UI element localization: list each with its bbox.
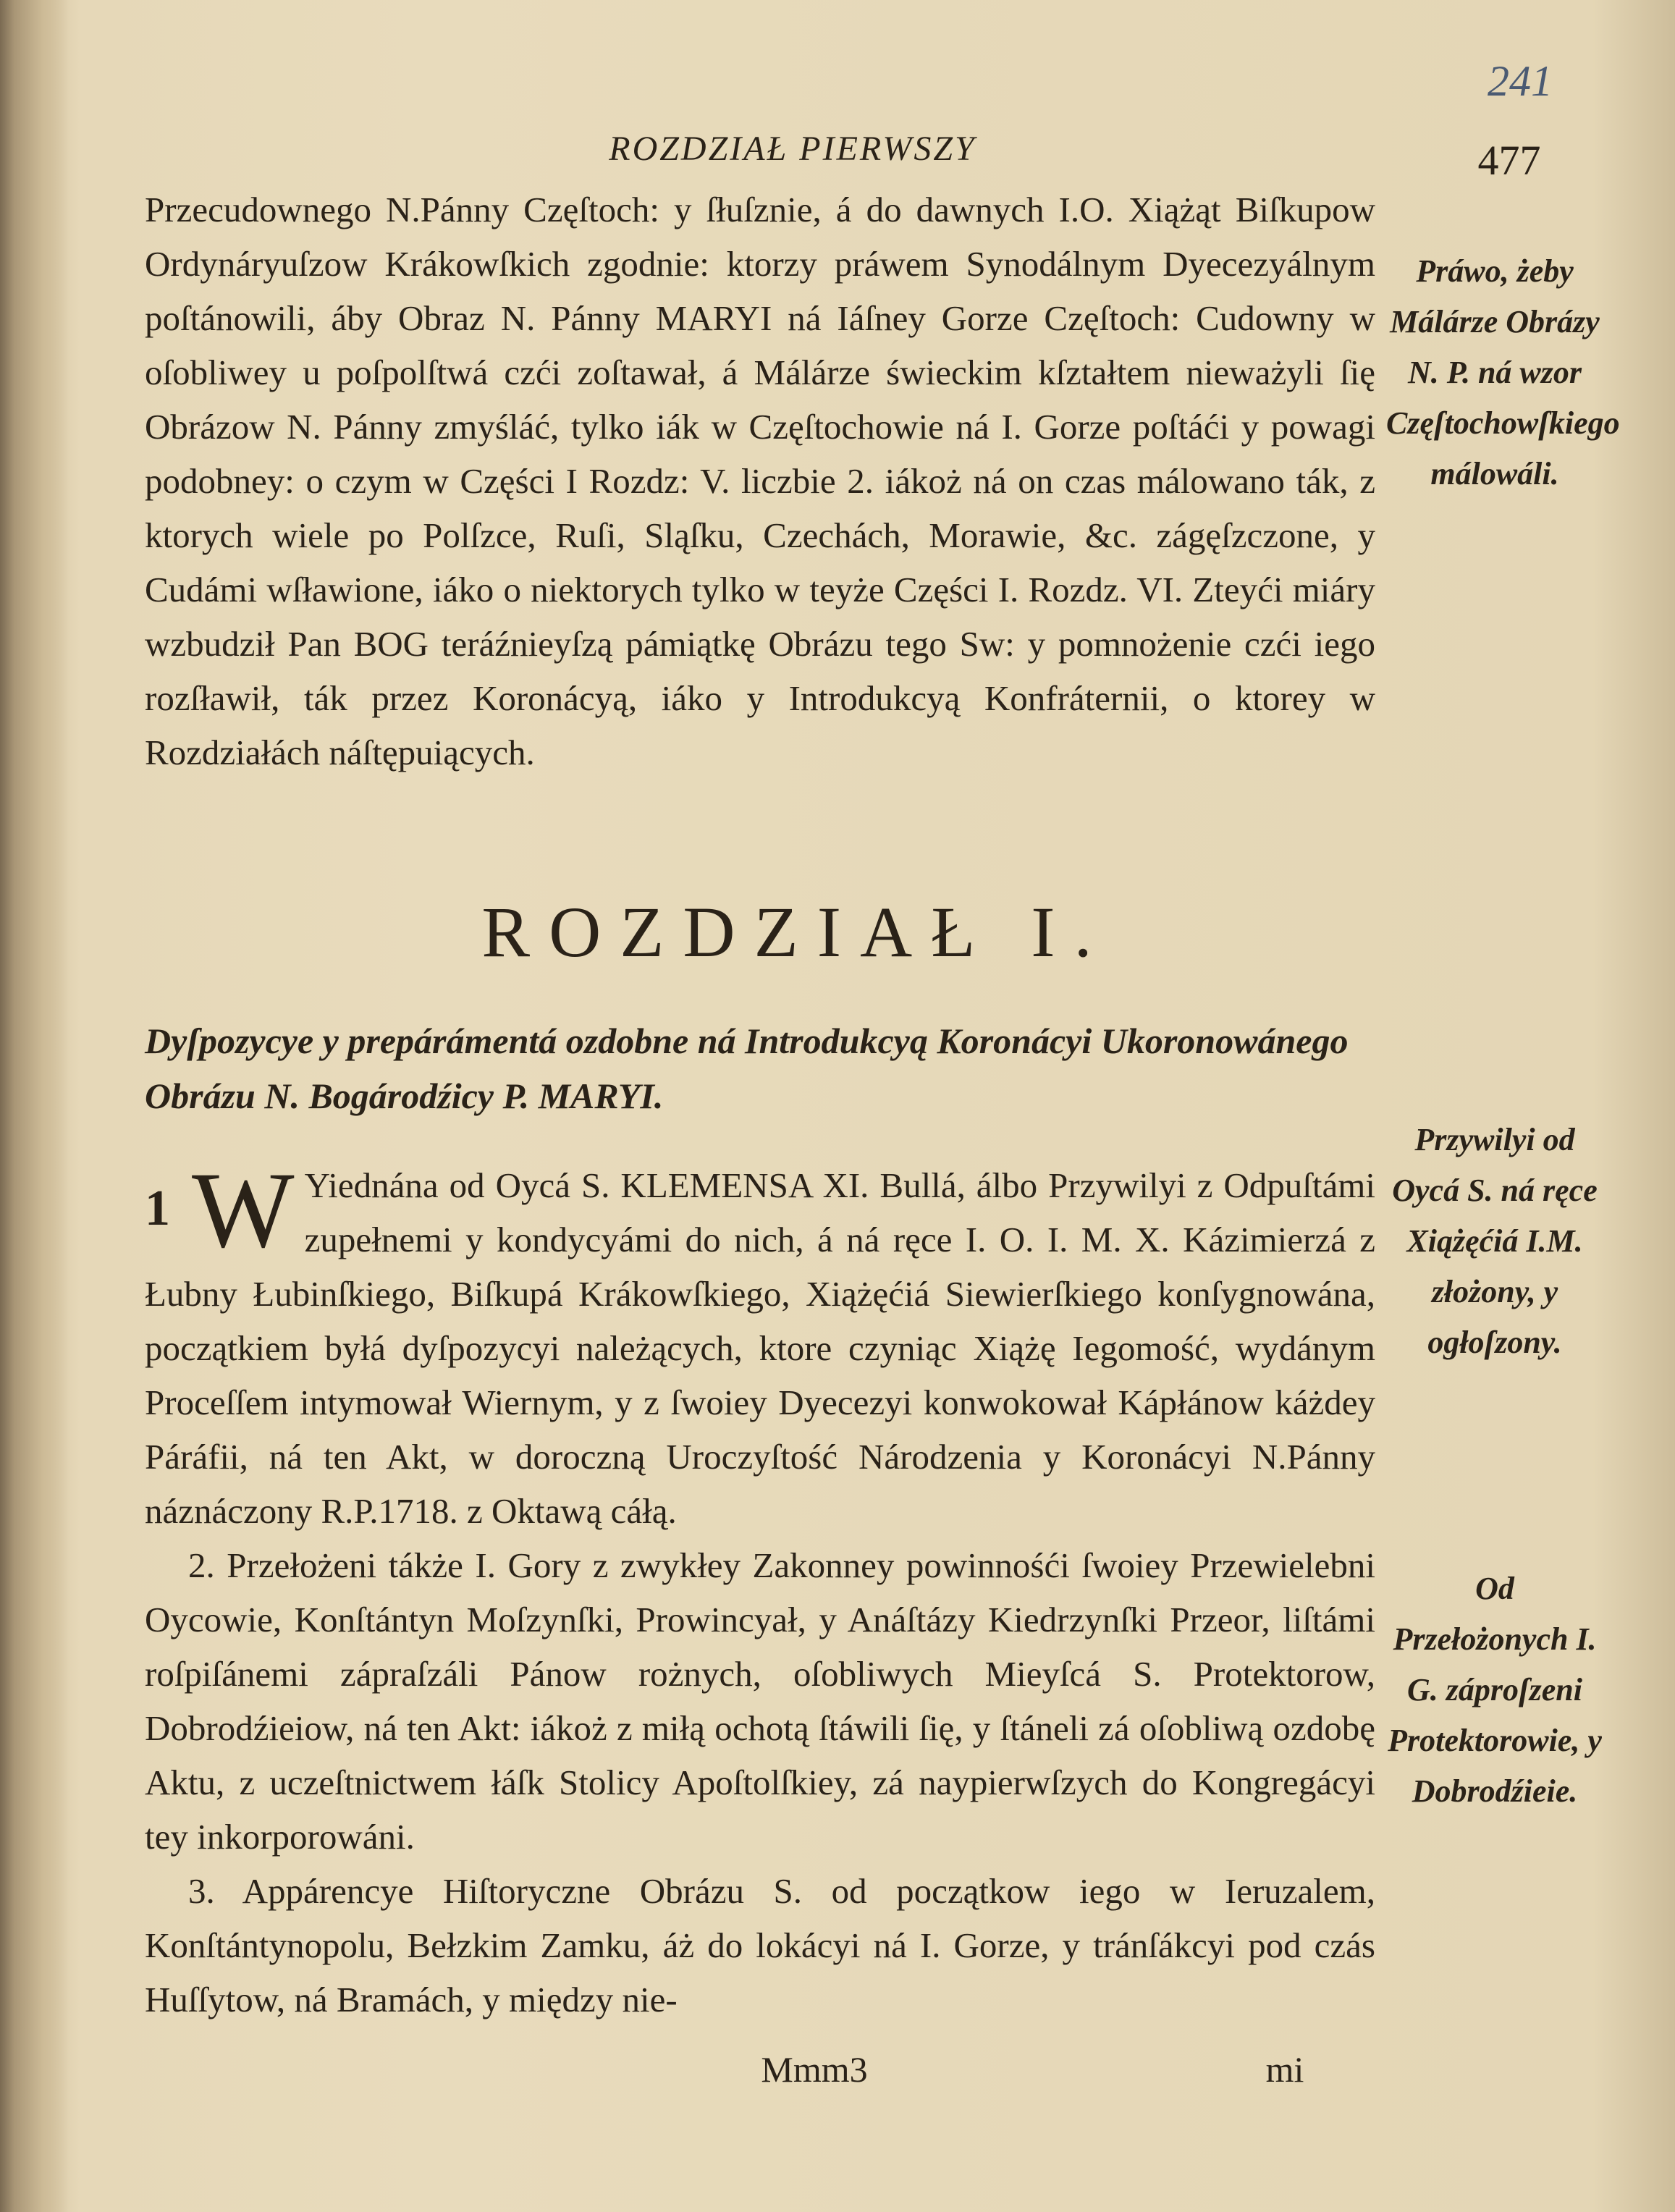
section-3 [145,1864,1375,2027]
page-number: 477 [1477,137,1541,184]
chapter-title: ROZDZIAŁ I. [481,892,1111,972]
section-1 [145,1150,1375,1538]
section-number: 2. [188,1545,215,1585]
section-text: Przełożeni tákże I. Gory z zwykłey Zakonney powinnośći ſwoiey Przewielebni Oycowie, Konſtántyn Moſzynſki, Prowincyał, y Anáſtázy Kiedrzynſki Przeor, liſtámi roſpiſánemi zápraſzáli Pánow rożnych, oſobliwych Mieyſcá S. Protektorow, Dobrodźieiow, ná ten Akt: iákoż z miłą ochotą ſtáwili ſię, y ſtáneli zá oſobliwą ozdobę Aktu, z uczeſtnictwem łáſk Stolicy Apoſtolſkiey, zá naypierwſzych do Kongregácyi tey inkorporowáni. [145,1545,1376,1857]
running-head: ROZDZIAŁ PIERWSZY [609,130,976,168]
chapter-subtitle: Dyſpozycye y prepárámentá ozdobne ná Introdukcyą Koronácyi Ukoronowánego Obrázu N. Bogárodźicy P. MARYI. [145,1021,1349,1116]
chapter-body [145,1150,1376,2027]
intro-text: Przecudownego N.Pánny Częſtoch: y ſłuſznie, á do dawnych I.O. Xiążąt Biſkupow Ordynáryuſzow Krákowſkich zgodnie: ktorzy práwem Synodálnym Dyecezyálnym poſtánowili, áby Obraz N. Pánny MARYI ná Iáſney Gorze Częſtoch: Cudowny w oſobliwey u poſpolſtwá czći zoſtawał, á Málárze świeckim kſztałtem nieważyli ſię Obrázow N. Pánny zmyśláć, tylko iák w Częſtochowie ná I. Gorze poſtáći y powagi podobney: o czym w Części I Rozdz: V. liczbie 2. iákoż ná on czas málowano ták, z ktorych wiele po Polſzce, Ruſi, Sląſku, Czechách, Morawie, &c. zágęſzczone, y Cudámi wſławione, iáko o niektorych tylko w teyże Części I. Rozdz. VI. Zteyći miáry wzbudził Pan BOG teráźnieyſzą pámiątkę Obrázu tego Sw: y pomnożenie czći iego rozſławił, ták przez Koronácyą, iáko y Introdukcyą Konfráternii, o ktorey w Rozdziałách náſtępuiących. [145,190,1375,772]
margin-note-privilege: Przywilyi od Oycá S. ná ręce Xiążęćiá I.M. złożony, y ogłoſzony. [1392,1122,1598,1360]
intro-paragraph [145,182,1375,780]
book-spine-shadow [0,0,69,2212]
section-text: Yiednána od Oycá S. KLEMENSA XI. Bullá, álbo Przywilyi z Odpuſtámi zupełnemi y kondycyámi do nich, á ná ręce I. O. I. M. X. Kázimierzá z Łubny Łubinſkiego, Biſkupá Krákowſkiego, Xiążęćiá Siewierſkiego konſygnowána, początkiem byłá dyſpozycyi należących, ktore czyniąc Xiążę Iegomość, wydánym Proceſſem intymował Wiernym, y z ſwoiey Dyecezyi konwokował Kápłánow káżdey Páráfii, ná ten Akt, w doroczną Uroczyſtość Národzenia y Koronácyi N.Pánny náznáczony R.P.1718. z Oktawą cáłą. [145,1165,1375,1531]
section-number: 3. [188,1871,215,1911]
drop-cap-letter: W [192,1150,295,1270]
section-2 [145,1538,1375,1864]
catchword: mi [1265,2049,1304,2090]
folio-mark: 241 [1488,57,1553,105]
signature-mark: Mmm3 [761,2049,868,2090]
section-number: 1 [145,1181,170,1236]
section-text: Appárencye Hiſtoryczne Obrázu S. od początkow iego w Ieruzalem, Konſtántynopolu, Bełzkim Zamku, áż do lokácyi ná I. Gorze, y tránſákcyi pod czás Huſſytow, ná Bramách, y między nie- [145,1871,1375,2019]
margin-note-protectors: Od Przełożonych I. G. záproſzeni Protektorowie, y Dobrodźieie. [1388,1571,1602,1809]
margin-note-painters: Práwo, żeby Málárze Obrázy N. P. ná wzor Częſtochowſkiego málowáli. [1386,253,1620,491]
